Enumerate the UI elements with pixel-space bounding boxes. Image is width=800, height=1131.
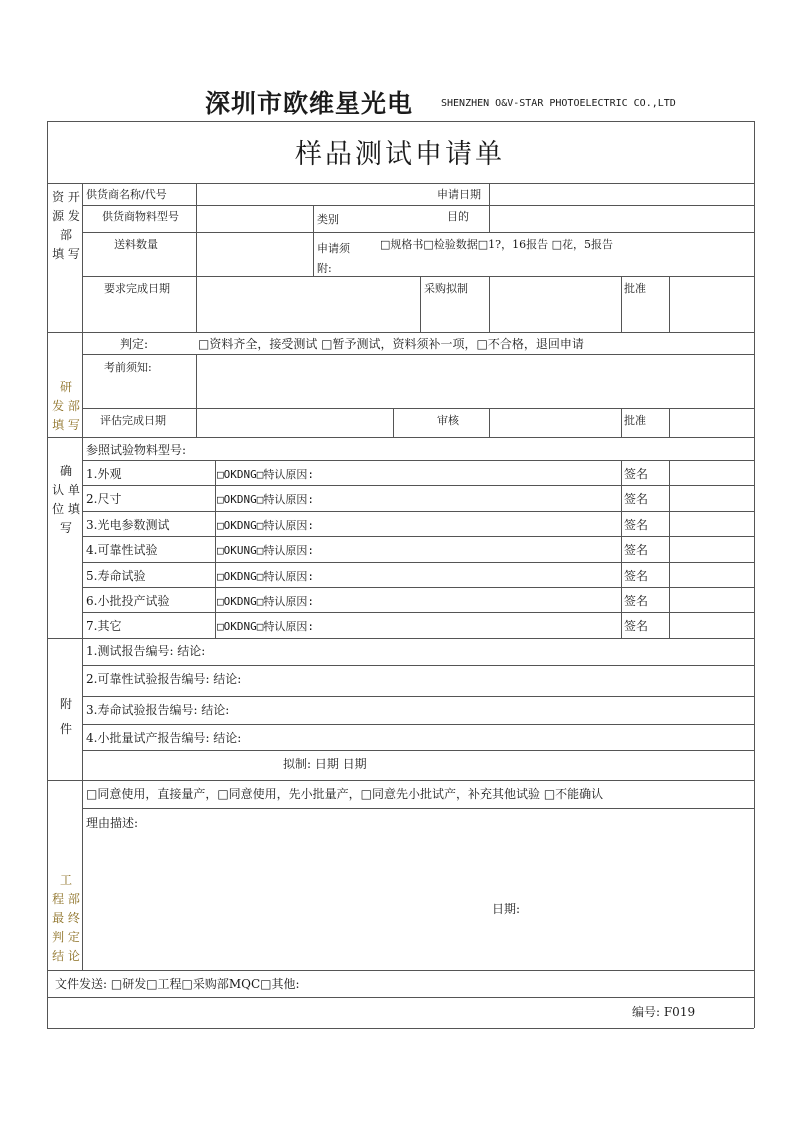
apply-attach-label-2: 附: xyxy=(317,262,332,275)
purpose-label: 目的 xyxy=(447,210,469,223)
supplier-model-label: 供货商物料型号 xyxy=(102,210,179,223)
attach-item: 4.小批量试产报告编号: 结论: xyxy=(86,731,242,745)
confirm-item-check[interactable]: □OKDNG□特认原因: xyxy=(217,519,314,532)
confirm-item-sign: 签名 xyxy=(624,569,649,583)
distribution-line[interactable]: 文件发送: □研发□工程□采购部MQC□其他: xyxy=(55,977,300,991)
form-title: 样品测试申请单 xyxy=(295,139,505,170)
eval-date-label: 评估完成日期 xyxy=(100,414,166,427)
confirm-item-check[interactable]: □OKDNG□特认原因: xyxy=(217,468,314,481)
confirm-item-check[interactable]: □OKDNG□特认原因: xyxy=(217,620,314,633)
section-confirm-label: 确 认 单 位 填 写 xyxy=(52,464,80,535)
confirm-item-label: 5.寿命试验 xyxy=(86,569,146,583)
confirm-item-label: 6.小批投产试验 xyxy=(86,594,170,608)
attach-item: 3.寿命试验报告编号: 结论: xyxy=(86,703,230,717)
judgement-options[interactable]: □资料齐全，接受测试 □暂予测试，资料须补一项，□不合格，退回申请 xyxy=(198,337,584,351)
confirm-item-label: 4.可靠性试验 xyxy=(86,543,158,557)
section-source-label: 资 开 源 发 部 填 写 xyxy=(52,190,80,261)
required-date-label: 要求完成日期 xyxy=(104,282,170,295)
eng-options[interactable]: □同意使用，直接量产，□同意使用，先小批量产，□同意先小批试产，补充其他试验 □不能确认 xyxy=(86,787,604,801)
eng-date-label: 日期: xyxy=(492,902,521,916)
attach-item: 2.可靠性试验报告编号: 结论: xyxy=(86,672,242,686)
eng-reason-label: 理由描述: xyxy=(86,816,139,830)
confirm-item-sign: 签名 xyxy=(624,518,649,532)
confirm-item-sign: 签名 xyxy=(624,543,649,557)
ref-model-label: 参照试验物料型号: xyxy=(86,443,187,457)
apply-attach-options[interactable]: □规格书□检验数据□1?，16报告 □花，5报告 xyxy=(380,238,613,251)
confirm-item-label: 7.其它 xyxy=(86,619,122,633)
category-label: 类别 xyxy=(317,213,339,226)
sample-qty-label: 送料数量 xyxy=(114,238,158,251)
confirm-item-check[interactable]: □OKDNG□特认原因: xyxy=(217,570,314,583)
confirm-item-sign: 签名 xyxy=(624,492,649,506)
confirm-item-sign: 签名 xyxy=(624,594,649,608)
attach-footer: 拟制: 日期 日期 xyxy=(283,757,367,771)
apply-date-label: 申请日期 xyxy=(437,188,481,201)
section-rd-label: 研 发 部 填 写 xyxy=(52,380,80,432)
confirm-item-check[interactable]: □OKUNG□特认原因: xyxy=(217,544,314,557)
confirm-item-check[interactable]: □OKDNG□特认原因: xyxy=(217,595,314,608)
supplier-name-label: 供货商名称/代号 xyxy=(86,188,167,201)
rd-approve-label: 批准 xyxy=(624,414,646,427)
purchase-draft-label: 采购拟制 xyxy=(424,282,468,295)
approve-label: 批准 xyxy=(624,282,646,295)
doc-number: 编号: F019 xyxy=(632,1005,696,1019)
company-name-cn: 深圳市欧维星光电 xyxy=(205,89,414,118)
confirm-item-label: 2.尺寸 xyxy=(86,492,122,506)
judgement-label: 判定: xyxy=(120,337,149,351)
section-eng-label: 工 程 部 最 终 判 定 结 论 xyxy=(52,873,80,963)
review-label: 审核 xyxy=(437,414,459,427)
attach-item: 1.测试报告编号: 结论: xyxy=(86,644,206,658)
notes-label: 考前须知: xyxy=(104,361,152,374)
confirm-item-label: 3.光电参数测试 xyxy=(86,518,170,532)
confirm-item-check[interactable]: □OKDNG□特认原因: xyxy=(217,493,314,506)
confirm-item-label: 1.外观 xyxy=(86,467,122,481)
confirm-item-sign: 签名 xyxy=(624,619,649,633)
section-attach-label: 附 件 xyxy=(59,697,72,736)
company-name-en: SHENZHEN O&V-STAR PHOTOELECTRIC CO.,LTD xyxy=(441,98,676,109)
apply-attach-label-1: 申请须 xyxy=(317,242,350,255)
confirm-item-sign: 签名 xyxy=(624,467,649,481)
